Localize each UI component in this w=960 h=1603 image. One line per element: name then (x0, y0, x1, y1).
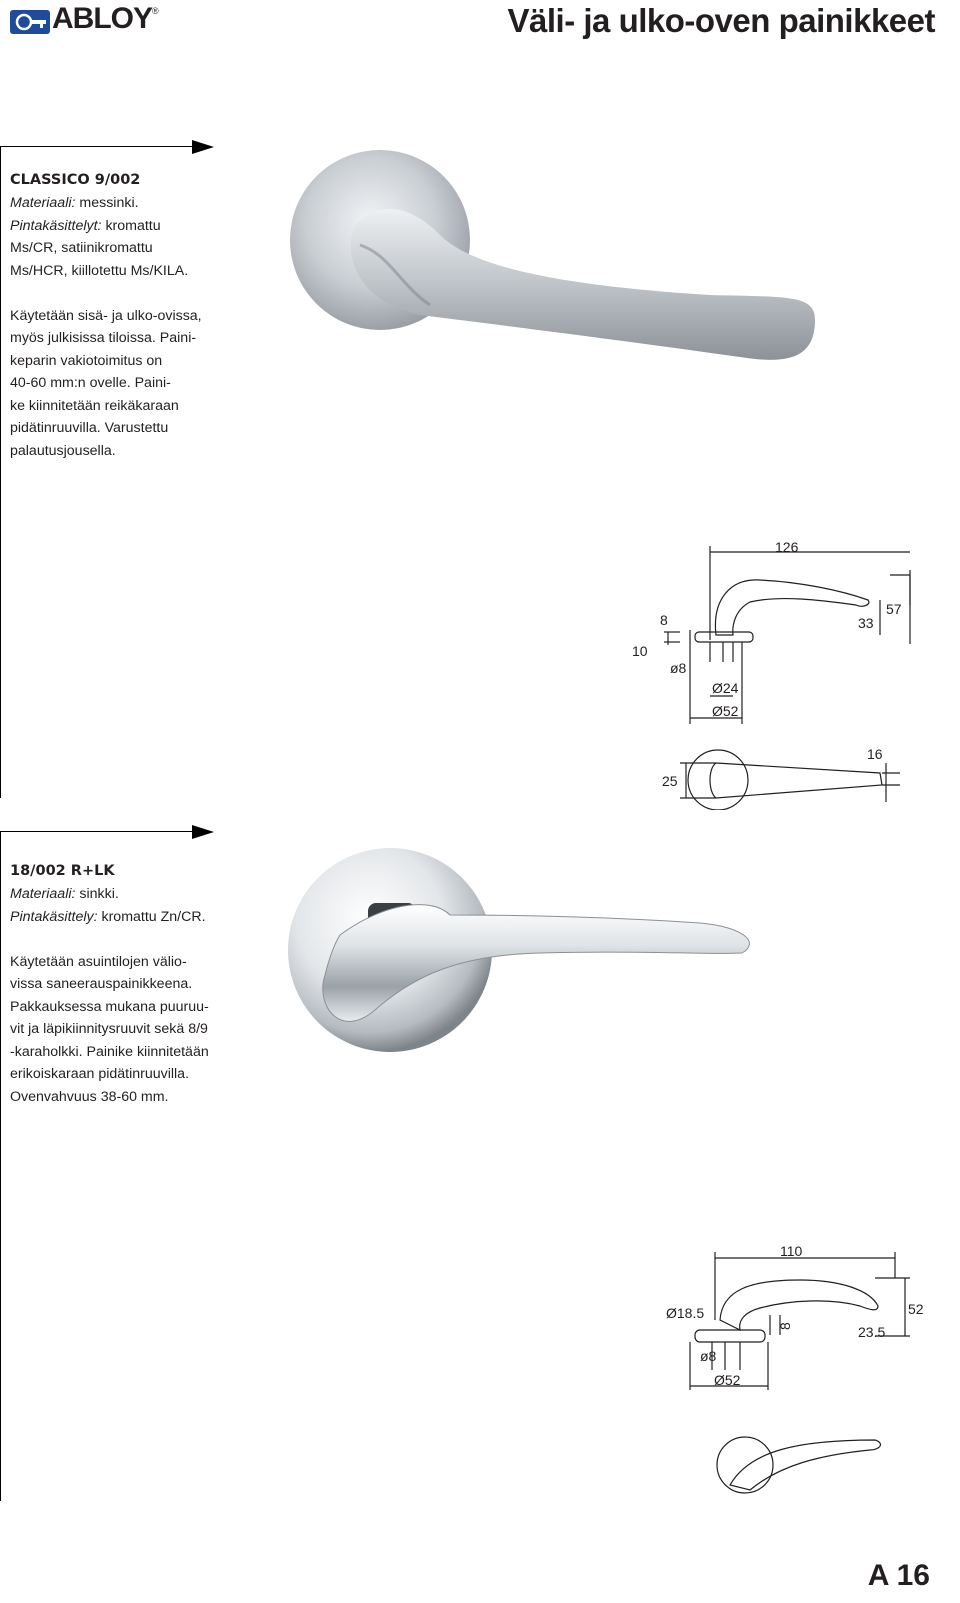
finish-value-line: Ms/HCR, kiillotettu Ms/KILA. (10, 262, 189, 279)
page-title: Väli- ja ulko-oven painikkeet (507, 2, 935, 39)
technical-drawing-18-002 (650, 1240, 940, 1520)
page-number: A 16 (867, 1559, 930, 1592)
product-description (10, 192, 240, 462)
dimension-rose-to-grip: 23.5 (858, 1324, 886, 1340)
description-line: erikoiskaraan pidätinruuvilla. (10, 1066, 190, 1082)
registered-mark: ® (152, 6, 159, 16)
arrow-icon (192, 825, 214, 839)
material-label: Materiaali: (10, 195, 76, 211)
finish-label: Pintakäsittely: (10, 908, 98, 925)
section-left-rule-2 (0, 831, 1, 1501)
finish-value: kromattu (105, 217, 161, 234)
dimension-rose-thickness: 8 (777, 1322, 793, 1330)
material-value: messinki. (79, 195, 139, 211)
dimension-neck: Ø24 (712, 680, 739, 696)
dimension-rose: Ø52 (714, 1372, 741, 1388)
section-divider-1 (0, 146, 195, 147)
dimension-base-width: 25 (662, 773, 678, 789)
description-line: myös julkisissa tiloissa. Paini- (10, 330, 197, 346)
brand-name: ABLOY (52, 2, 152, 35)
dimension-length: 110 (780, 1243, 803, 1259)
dimension-height: 52 (908, 1301, 924, 1317)
product-name: CLASSICO 9/002 (10, 172, 141, 188)
product-description (10, 883, 250, 1108)
description-line: -karaholkki. Painike kiinnitetään (10, 1043, 209, 1060)
finish-value-line: Ms/CR, satiinikromattu (10, 240, 153, 256)
description-line: vissa saneerauspainikkeena. (10, 976, 193, 992)
product-photo-18-002 (280, 835, 770, 1075)
dimension-height: 57 (886, 601, 902, 617)
dimension-spindle: ø8 (670, 660, 687, 676)
section-divider-2 (0, 831, 195, 832)
section-left-rule-1 (0, 146, 1, 798)
dimension-rose-thickness: 8 (660, 612, 668, 628)
finish-value: kromattu Zn/CR. (101, 908, 206, 925)
abloy-key-icon (10, 10, 52, 38)
dimension-length: 126 (775, 539, 799, 555)
dimension-rose-to-grip: 33 (858, 615, 874, 631)
description-line: Käytetään asuintilojen välio- (10, 953, 187, 970)
product-photo-classico (270, 145, 830, 365)
description-line: Käytetään sisä- ja ulko-ovissa, (10, 307, 202, 324)
product-name: 18/002 R+LK (10, 863, 115, 879)
material-value: sinkki. (79, 886, 119, 902)
description-line: Ovenvahvuus 38-60 mm. (10, 1088, 169, 1105)
dimension-neck: Ø18.5 (666, 1305, 705, 1321)
description-line: vit ja läpikiinnitysruuvit sekä 8/9 (10, 1021, 208, 1037)
arrow-icon (192, 140, 214, 154)
dimension-rose: Ø52 (712, 703, 739, 719)
description-line: ke kiinnitetään reikäkaraan (10, 397, 179, 414)
dimension-rose-offset: 10 (632, 643, 648, 659)
description-line: 40-60 mm:n ovelle. Paini- (10, 375, 171, 391)
finish-label: Pintakäsittelyt: (10, 217, 102, 234)
description-line: pidätinruuvilla. Varustettu (10, 420, 169, 436)
dimension-grip-width: 16 (867, 746, 883, 762)
description-line: palautusjousella. (10, 442, 116, 459)
dimension-spindle: ø8 (700, 1348, 717, 1364)
material-label: Materiaali: (10, 886, 76, 902)
description-line: Pakkauksessa mukana puuruu- (10, 998, 209, 1015)
description-line: keparin vakiotoimitus on (10, 352, 163, 369)
technical-drawing-classico (620, 530, 940, 810)
